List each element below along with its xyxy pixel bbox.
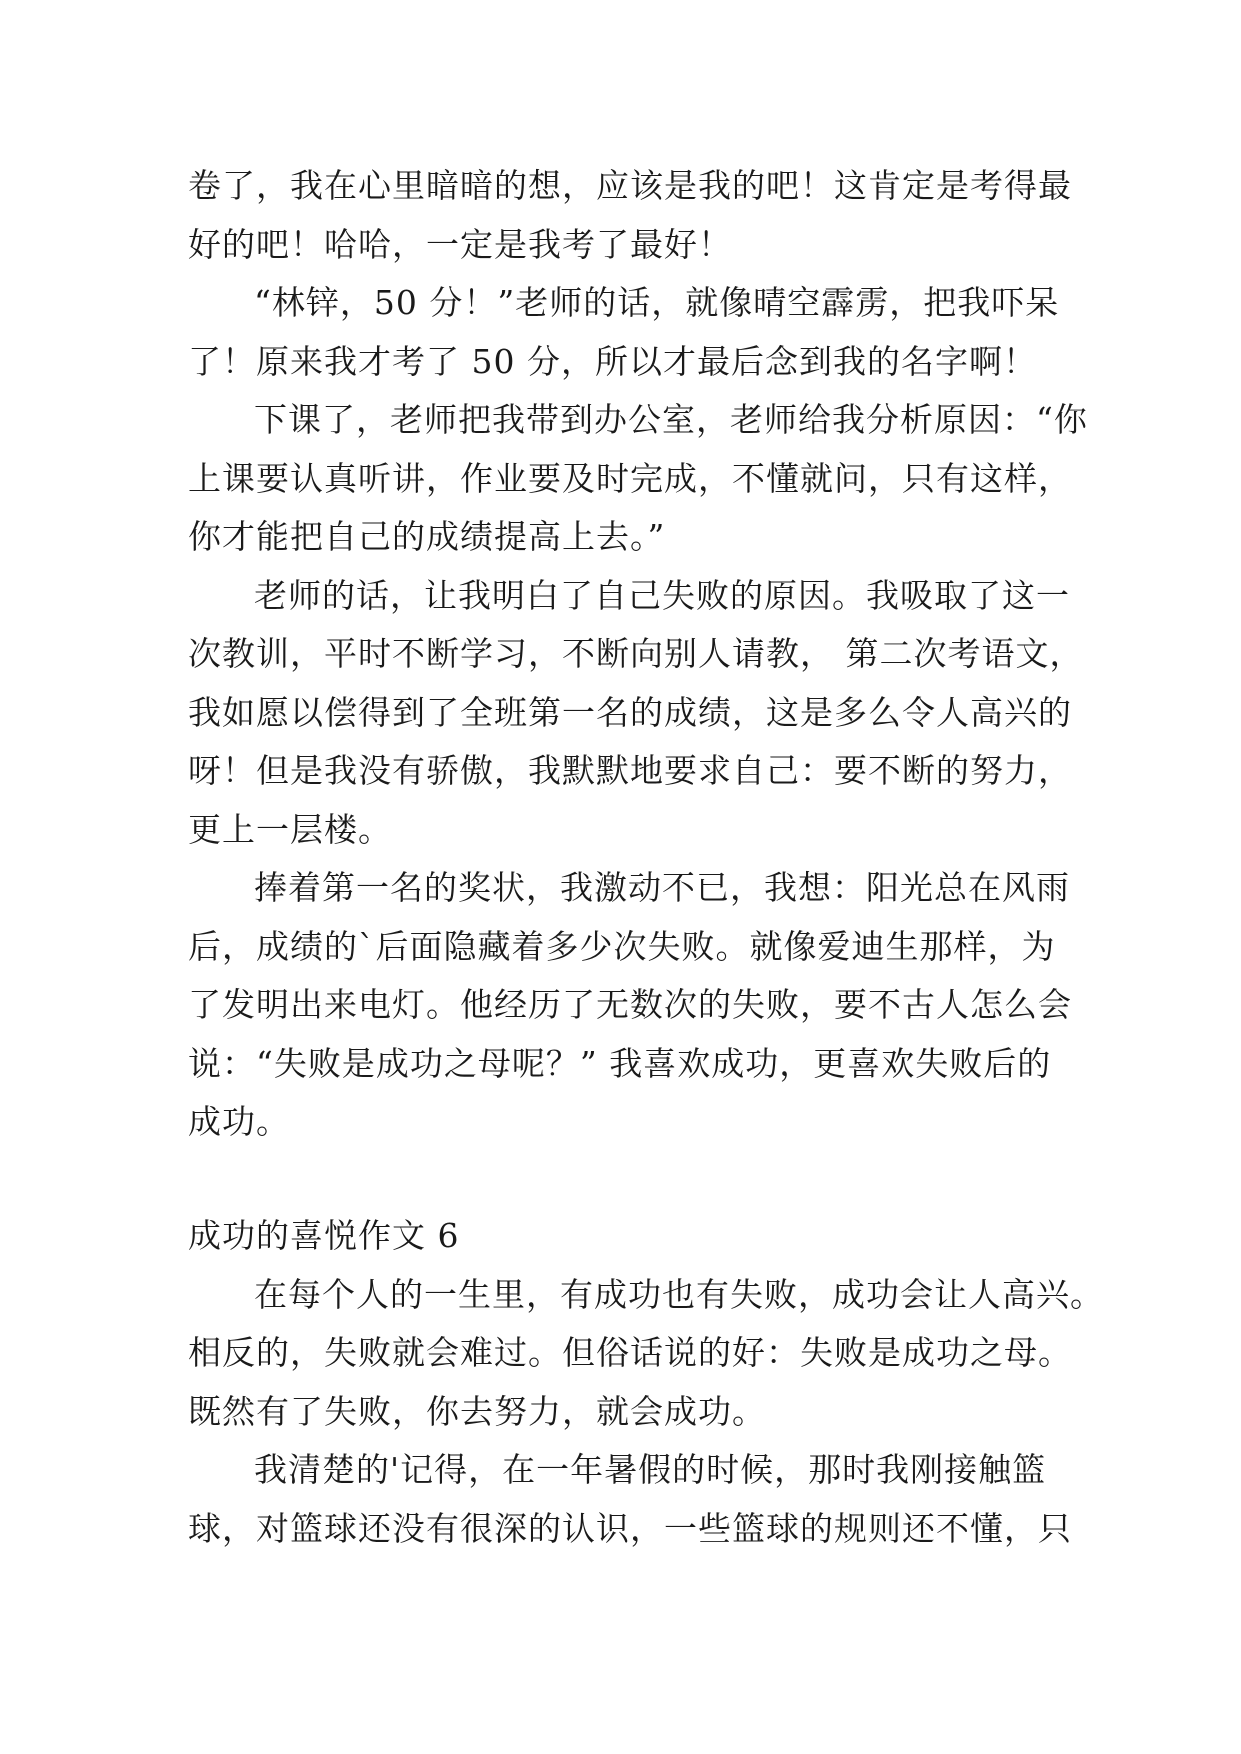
text-line: 上课要认真听讲，作业要及时完成，不懂就问，只有这样，	[188, 458, 1072, 498]
paragraph	[188, 391, 1088, 567]
text-line: 次教训，平时不断学习，不断向别人请教， 第二次考语文，	[188, 634, 1084, 673]
text-line: 我清楚的'记得，在一年暑假的时候，那时我刚接触篮	[254, 1450, 1047, 1489]
text-line: 既然有了失败，你去努力，就会成功。	[188, 1391, 766, 1431]
text-line: 老师的话，让我明白了自己失败的原因。我吸取了这一	[254, 575, 1070, 615]
text-line: 了！原来我才考了 50 分，所以才最后念到我的名字啊！	[188, 341, 1037, 381]
text-line: 说：“失败是成功之母呢？” 我喜欢成功，更喜欢失败后的	[188, 1043, 1052, 1083]
text-line: 了发明出来电灯。他经历了无数次的失败，要不古人怎么会	[188, 985, 1072, 1024]
text-line: 后，成绩的`后面隐藏着多少次失败。就像爱迪生那样，为	[188, 926, 1056, 966]
text-line: 相反的，失败就会难过。但俗话说的好：失败是成功之母。	[188, 1333, 1072, 1372]
text-line: 下课了，老师把我带到办公室，老师给我分析原因：“你	[254, 400, 1088, 439]
text-line: 捧着第一名的奖状，我激动不已，我想：阳光总在风雨	[254, 868, 1070, 907]
paragraph	[188, 859, 1072, 1152]
essay-body-part-1	[188, 157, 1088, 1152]
text-line: 你才能把自己的成绩提高上去。”	[188, 517, 666, 556]
text-line: 更上一层楼。	[188, 809, 392, 849]
paragraph	[188, 1266, 1104, 1442]
text-line: 好的吧！哈哈，一定是我考了最好！	[188, 224, 732, 264]
text-line: 呀！但是我没有骄傲，我默默地要求自己：要不断的努力，	[188, 751, 1072, 790]
text-line: “林锌，50 分！”老师的话，就像晴空霹雳，把我吓呆	[254, 283, 1060, 322]
section-title: 成功的喜悦作文 6	[188, 1216, 460, 1255]
paragraph	[188, 1441, 1072, 1558]
text-line: 球，对篮球还没有很深的认识，一些篮球的规则还不懂，只	[188, 1508, 1072, 1548]
text-line: 我如愿以偿得到了全班第一名的成绩，这是多么令人高兴的	[188, 692, 1072, 732]
essay-body-part-2	[188, 1266, 1104, 1559]
text-line: 成功。	[188, 1102, 290, 1141]
text-line: 卷了，我在心里暗暗的想，应该是我的吧！这肯定是考得最	[188, 166, 1072, 205]
paragraph	[188, 274, 1058, 391]
paragraph	[188, 567, 1084, 860]
text-line: 在每个人的一生里，有成功也有失败，成功会让人高兴。	[254, 1274, 1104, 1314]
continuation-paragraph	[188, 157, 1072, 274]
